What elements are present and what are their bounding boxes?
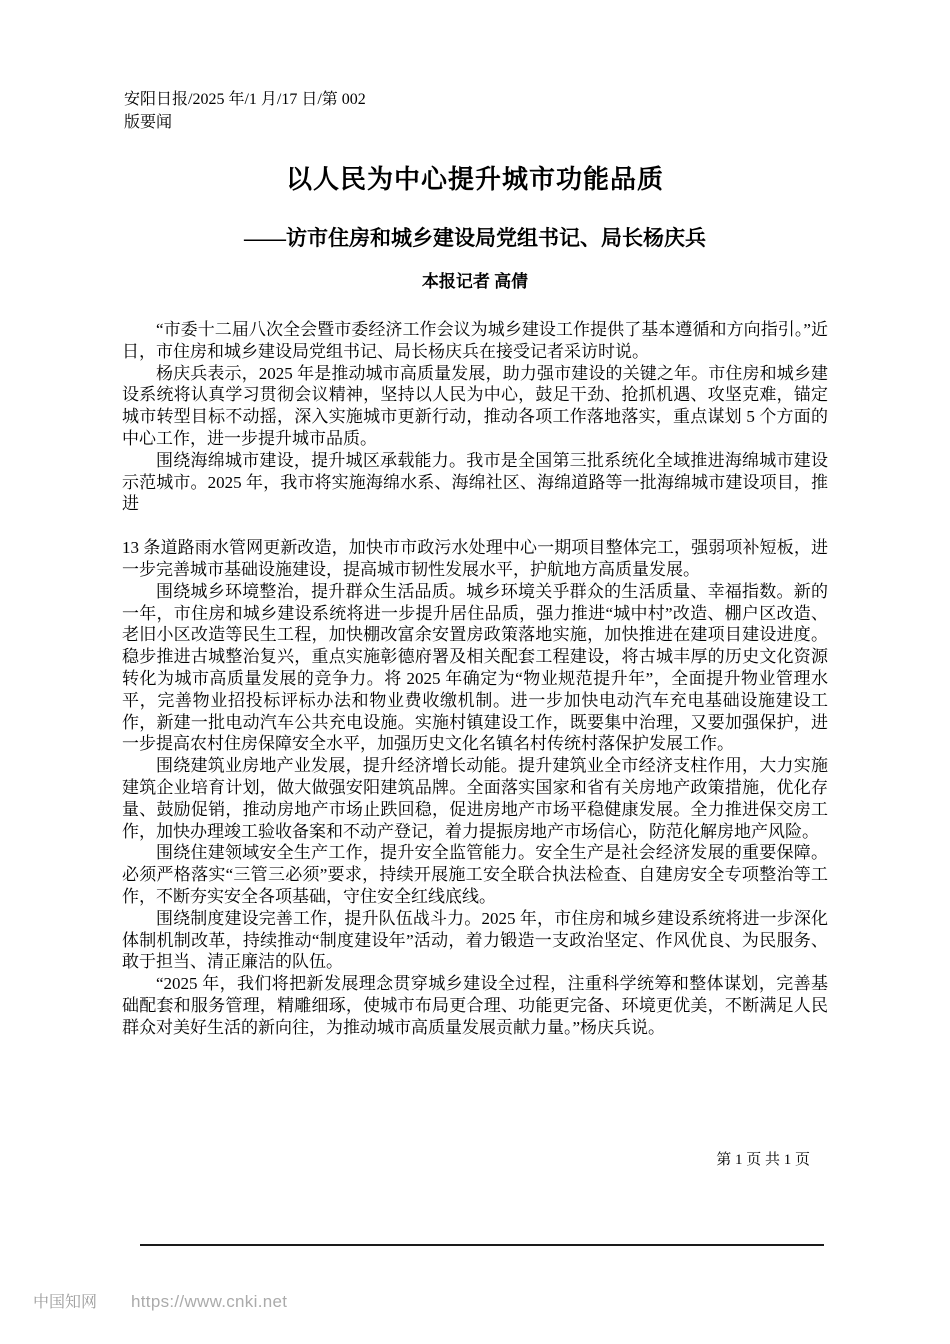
cnki-url: https://www.cnki.net bbox=[131, 1292, 288, 1311]
article-paragraph: 围绕城乡环境整治，提升群众生活品质。城乡环境关乎群众的生活质量、幸福指数。新的一年，市住房和城乡建设系统将进一步提升居住品质，强力推进“城中村”改造、棚户区改造、老旧小区改造等民生工程，加快棚改富余安置房政策落地实施，加快推进在建项目建设进度。稳步推进古城整治复兴，重点实施彰德府署及相关配套工程建设，将古城丰厚的历史文化资源转化为城市高质量发展的竞争力。将 2025 年确定为“物业规范提升年”，全面提升物业管理水平，完善物业招投标评标办法和物业费收缴机制。进一步加快电动汽车充电基础设施建设工作，新建一批电动汽车公共充电设施。实施村镇建设工作，既要集中治理，又要加强保护，进一步提高农村住房保障安全水平，加强历史文化名镇名村传统村落保护发展工作。 bbox=[122, 581, 828, 754]
article-paragraph: 围绕住建领域安全生产工作，提升安全监管能力。安全生产是社会经济发展的重要保障。必须严格落实“三管三必须”要求，持续开展施工安全联合执法检查、自建房安全专项整治等工作，不断夯实安全各项基础，守住安全红线底线。 bbox=[122, 843, 828, 906]
article-title: 以人民为中心提升城市功能品质 bbox=[285, 165, 664, 194]
article-paragraph: “2025 年，我们将把新发展理念贯穿城乡建设全过程，注重科学统筹和整体谋划，完善基础配套和服务管理，精雕细琢，使城市布局更合理、功能更完备、环境更优美，不断满足人民群众对美好生活的新向往，为推动城市高质量发展贡献力量。”杨庆兵说。 bbox=[122, 974, 828, 1037]
article-paragraph: 围绕制度建设完善工作，提升队伍战斗力。2025 年，市住房和城乡建设系统将进一步深化体制机制改革，持续推动“制度建设年”活动，着力锻造一支政治坚定、作风优良、为民服务、敢于担当、清正廉洁的队伍。 bbox=[122, 908, 828, 972]
article-paragraph: 围绕海绵城市建设，提升城区承载能力。我市是全国第三批系统化全域推进海绵城市建设示范城市。2025 年，我市将实施海绵水系、海绵社区、海绵道路等一批海绵城市建设项目，推进 bbox=[122, 450, 828, 514]
publication-info-line1: 安阳日报/2025 年/1 月/17 日/第 002 bbox=[124, 91, 366, 108]
article bbox=[122, 150, 828, 1039]
footer-divider bbox=[140, 1244, 824, 1246]
article-subtitle: ——访市住房和城乡建设局党组书记、局长杨庆兵 bbox=[244, 226, 706, 250]
article-paragraph-continuation: 13 条道路雨水管网更新改造，加快市市政污水处理中心一期项目整体完工，强弱项补短板，进一步完善城市基础设施建设，提高城市韧性发展水平，护航地方高质量发展。 bbox=[122, 538, 828, 579]
article-paragraph: 围绕建筑业房地产业发展，提升经济增长动能。提升建筑业全市经济支柱作用，大力实施建筑企业培育计划，做大做强安阳建筑品牌。全面落实国家和省有关房地产政策措施，优化存量、鼓励促销，推动房地产市场止跌回稳，促进房地产市场平稳健康发展。全力推进保交房工作，加快办理竣工验收备案和不动产登记，着力提振房地产市场信心，防范化解房地产风险。 bbox=[122, 756, 828, 841]
page-number: 第 1 页 共 1 页 bbox=[716, 1152, 810, 1168]
article-body bbox=[122, 319, 828, 1039]
article-paragraph: “市委十二届八次全会暨市委经济工作会议为城乡建设工作提供了基本遵循和方向指引。”近日，市住房和城乡建设局党组书记、局长杨庆兵在接受记者采访时说。 bbox=[122, 320, 828, 361]
cnki-watermark bbox=[33, 1292, 287, 1313]
publication-info-line2: 版要闻 bbox=[124, 114, 173, 131]
publication-info bbox=[124, 88, 444, 134]
article-byline: 本报记者 高倩 bbox=[421, 272, 529, 291]
cnki-logo-text: 中国知网 bbox=[33, 1294, 98, 1311]
article-paragraph: 杨庆兵表示，2025 年是推动城市高质量发展，助力强市建设的关键之年。市住房和城乡建设系统将认真学习贯彻会议精神，坚持以人民为中心，鼓足干劲、抢抓机遇、攻坚克难，锚定城市转型目标不动摇，深入实施城市更新行动，推动各项工作落地落实，重点谋划 5 个方面的中心工作，进一步提升城市品质。 bbox=[122, 363, 828, 448]
